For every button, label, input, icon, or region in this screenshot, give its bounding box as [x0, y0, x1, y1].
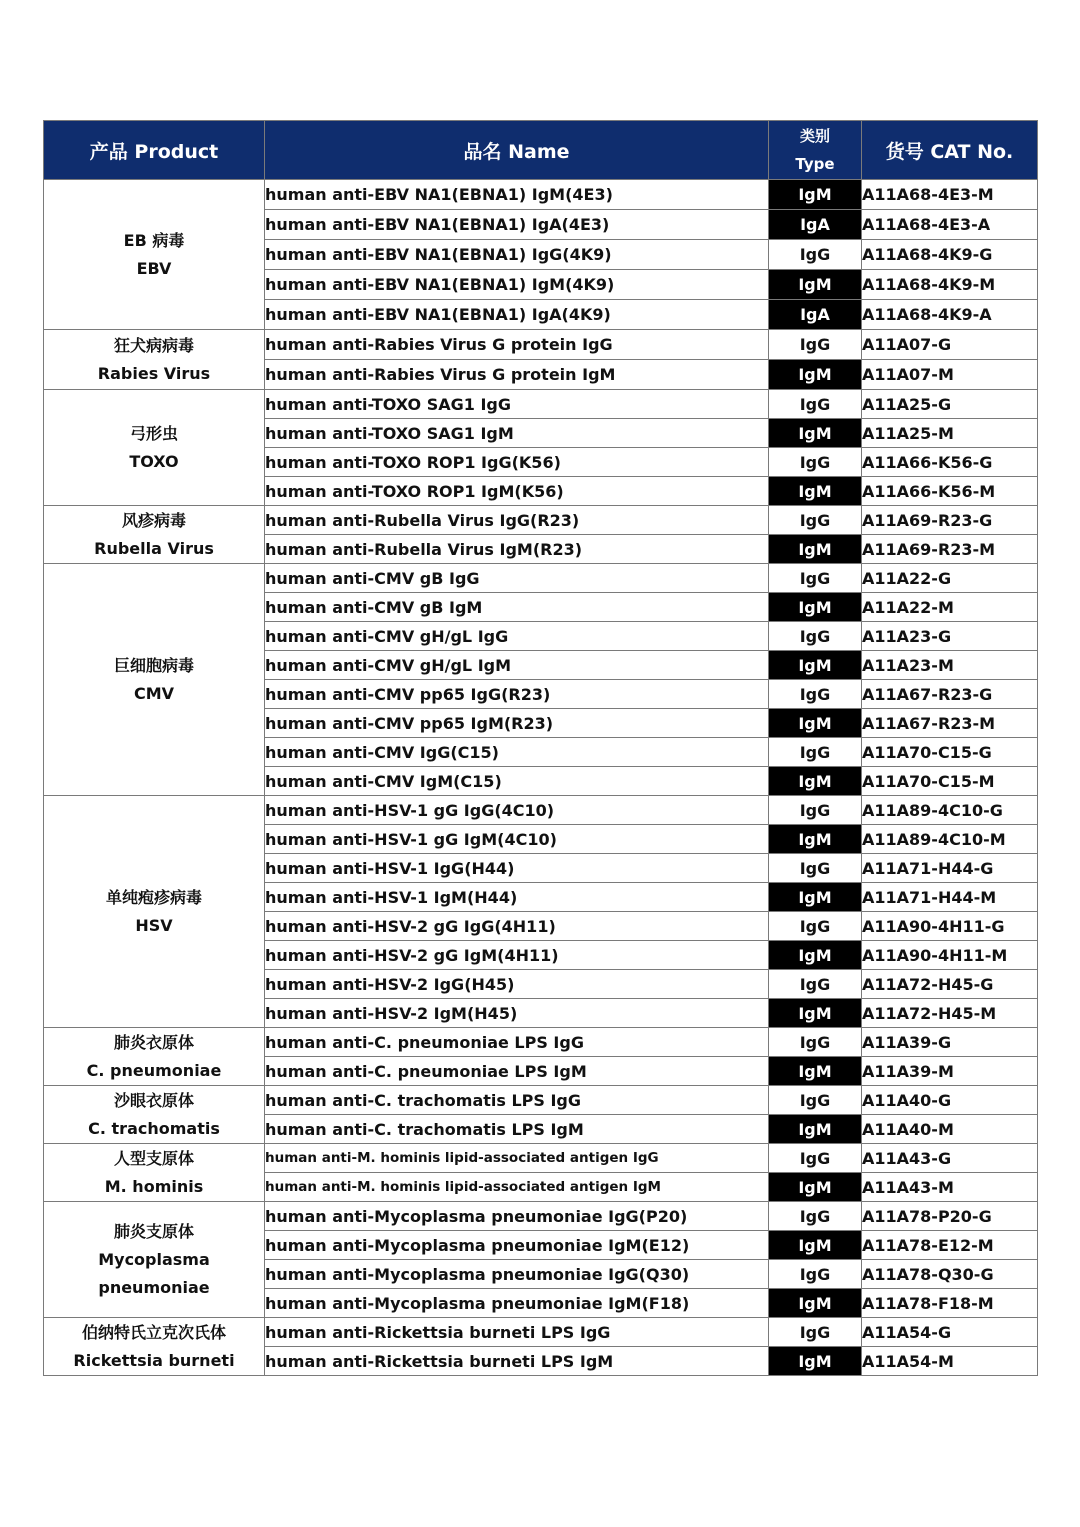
cat-no-cell: A11A67-R23-M [862, 709, 1038, 738]
cat-no-cell: A11A66-K56-G [862, 448, 1038, 477]
cat-no-cell: A11A22-M [862, 593, 1038, 622]
product-name-cell: human anti-Rabies Virus G protein IgG [265, 330, 769, 360]
cat-no-cell: A11A39-G [862, 1028, 1038, 1057]
type-cell: IgM [769, 535, 862, 564]
table-row [44, 1202, 1038, 1231]
product-en: CMV [133, 683, 175, 703]
product-name-cell: human anti-CMV gH/gL IgM [265, 651, 769, 680]
product-name-cell: human anti-EBV NA1(EBNA1) IgG(4K9) [265, 240, 769, 270]
cat-no-cell: A11A90-4H11-M [862, 941, 1038, 970]
cat-no-cell: A11A78-E12-M [862, 1231, 1038, 1260]
type-cell: IgG [769, 1144, 862, 1173]
product-name-cell: human anti-Rickettsia burneti LPS IgG [265, 1318, 769, 1347]
product-name-cell: human anti-TOXO SAG1 IgM [265, 419, 769, 448]
product-name-cell: human anti-C. trachomatis LPS IgM [265, 1115, 769, 1144]
table-body [44, 180, 1038, 1376]
product-name-cell: human anti-Rickettsia burneti LPS IgM [265, 1347, 769, 1376]
type-cell: IgM [769, 1289, 862, 1318]
product-name-cell: human anti-EBV NA1(EBNA1) IgA(4K9) [265, 300, 769, 330]
cat-no-cell: A11A43-M [862, 1173, 1038, 1202]
type-cell: IgG [769, 854, 862, 883]
product-group-cell [44, 1028, 265, 1086]
type-cell: IgG [769, 1202, 862, 1231]
product-name-cell: human anti-Mycoplasma pneumoniae IgG(Q30) [265, 1260, 769, 1289]
product-group-cell [44, 330, 265, 390]
product-name-cell: human anti-HSV-2 IgM(H45) [265, 999, 769, 1028]
product-cn: 沙眼衣原体 [113, 1090, 194, 1110]
cat-no-cell: A11A68-4K9-M [862, 270, 1038, 300]
cat-no-cell: A11A39-M [862, 1057, 1038, 1086]
product-name-cell: human anti-HSV-1 gG IgM(4C10) [265, 825, 769, 854]
cat-no-cell: A11A69-R23-G [862, 506, 1038, 535]
cat-no-cell: A11A69-R23-M [862, 535, 1038, 564]
product-en: EBV [136, 258, 172, 278]
product-table [43, 120, 1038, 1376]
product-name-cell: human anti-CMV pp65 IgM(R23) [265, 709, 769, 738]
product-name-cell: human anti-C. trachomatis LPS IgG [265, 1086, 769, 1115]
type-cell: IgM [769, 180, 862, 210]
cat-no-cell: A11A89-4C10-G [862, 796, 1038, 825]
cat-no-cell: A11A54-G [862, 1318, 1038, 1347]
product-name-cell: human anti-CMV gH/gL IgG [265, 622, 769, 651]
product-name-cell: human anti-C. pneumoniae LPS IgM [265, 1057, 769, 1086]
cat-no-cell: A11A78-Q30-G [862, 1260, 1038, 1289]
cat-no-cell: A11A40-G [862, 1086, 1038, 1115]
product-en: HSV [135, 915, 173, 935]
product-name-cell: human anti-M. hominis lipid-associated antigen IgG [265, 1144, 769, 1173]
type-cell: IgG [769, 680, 862, 709]
product-en: Rickettsia burneti [73, 1350, 235, 1370]
type-cell: IgM [769, 477, 862, 506]
table-row [44, 506, 1038, 535]
product-name-cell: human anti-CMV IgM(C15) [265, 767, 769, 796]
type-cell: IgG [769, 1318, 862, 1347]
product-name-cell: human anti-Rabies Virus G protein IgM [265, 360, 769, 390]
header-type [769, 121, 862, 180]
type-cell: IgG [769, 448, 862, 477]
cat-no-cell: A11A68-4E3-M [862, 180, 1038, 210]
cat-no-cell: A11A67-R23-G [862, 680, 1038, 709]
type-cell: IgG [769, 970, 862, 999]
cat-no-cell: A11A90-4H11-G [862, 912, 1038, 941]
type-cell: IgM [769, 593, 862, 622]
type-cell: IgM [769, 709, 862, 738]
cat-no-cell: A11A72-H45-M [862, 999, 1038, 1028]
product-en: C. trachomatis [88, 1118, 220, 1138]
product-name-cell: human anti-Rubella Virus IgG(R23) [265, 506, 769, 535]
cat-no-cell: A11A23-G [862, 622, 1038, 651]
product-en: TOXO [129, 451, 179, 471]
type-cell: IgG [769, 1260, 862, 1289]
cat-no-cell: A11A78-P20-G [862, 1202, 1038, 1231]
type-cell: IgA [769, 210, 862, 240]
type-cell: IgG [769, 622, 862, 651]
product-group-cell [44, 180, 265, 330]
header-cat: 货号 CAT No. [862, 121, 1038, 180]
header-product: 产品 Product [44, 121, 265, 180]
table-row [44, 564, 1038, 593]
type-cell: IgG [769, 564, 862, 593]
product-name-cell: human anti-EBV NA1(EBNA1) IgM(4E3) [265, 180, 769, 210]
type-cell: IgM [769, 651, 862, 680]
header-type-cn: 类别 [799, 127, 830, 145]
product-name-cell: human anti-CMV gB IgG [265, 564, 769, 593]
table-header-row [44, 121, 1038, 180]
type-cell: IgM [769, 1231, 862, 1260]
product-name-cell: human anti-Mycoplasma pneumoniae IgM(F18) [265, 1289, 769, 1318]
header-name: 品名 Name [265, 121, 769, 180]
product-group-cell [44, 390, 265, 506]
cat-no-cell: A11A07-G [862, 330, 1038, 360]
cat-no-cell: A11A07-M [862, 360, 1038, 390]
type-cell: IgG [769, 912, 862, 941]
table-row [44, 1318, 1038, 1347]
product-name-cell: human anti-Mycoplasma pneumoniae IgG(P20) [265, 1202, 769, 1231]
product-name-cell: human anti-Rubella Virus IgM(R23) [265, 535, 769, 564]
cat-no-cell: A11A68-4K9-G [862, 240, 1038, 270]
table-row [44, 390, 1038, 419]
product-en: Mycoplasma [98, 1249, 210, 1269]
product-name-cell: human anti-HSV-2 gG IgG(4H11) [265, 912, 769, 941]
cat-no-cell: A11A71-H44-G [862, 854, 1038, 883]
table-row [44, 180, 1038, 210]
product-name-cell: human anti-HSV-1 IgG(H44) [265, 854, 769, 883]
product-group-cell [44, 1144, 265, 1202]
table-row [44, 1086, 1038, 1115]
product-group-cell [44, 796, 265, 1028]
cat-no-cell: A11A68-4K9-A [862, 300, 1038, 330]
cat-no-cell: A11A68-4E3-A [862, 210, 1038, 240]
product-cn: 人型支原体 [113, 1148, 194, 1168]
product-group-cell [44, 564, 265, 796]
type-cell: IgM [769, 1057, 862, 1086]
product-en: pneumoniae [98, 1277, 210, 1297]
cat-no-cell: A11A40-M [862, 1115, 1038, 1144]
type-cell: IgG [769, 506, 862, 535]
product-name-cell: human anti-HSV-1 IgM(H44) [265, 883, 769, 912]
product-name-cell: human anti-CMV gB IgM [265, 593, 769, 622]
product-cn: 肺炎衣原体 [113, 1032, 194, 1052]
type-cell: IgG [769, 738, 862, 767]
cat-no-cell: A11A22-G [862, 564, 1038, 593]
product-en: C. pneumoniae [86, 1060, 222, 1080]
product-cn: 弓形虫 [129, 423, 178, 443]
type-cell: IgM [769, 1115, 862, 1144]
type-cell: IgG [769, 330, 862, 360]
cat-no-cell: A11A72-H45-G [862, 970, 1038, 999]
table-row [44, 1144, 1038, 1173]
type-cell: IgM [769, 1173, 862, 1202]
type-cell: IgM [769, 941, 862, 970]
product-name-cell: human anti-HSV-1 gG IgG(4C10) [265, 796, 769, 825]
product-group-cell [44, 1202, 265, 1318]
type-cell: IgM [769, 883, 862, 912]
cat-no-cell: A11A66-K56-M [862, 477, 1038, 506]
cat-no-cell: A11A25-M [862, 419, 1038, 448]
cat-no-cell: A11A70-C15-G [862, 738, 1038, 767]
type-cell: IgG [769, 796, 862, 825]
product-name-cell: human anti-CMV IgG(C15) [265, 738, 769, 767]
product-en: Rabies Virus [97, 363, 211, 383]
type-cell: IgM [769, 419, 862, 448]
product-name-cell: human anti-C. pneumoniae LPS IgG [265, 1028, 769, 1057]
type-cell: IgG [769, 240, 862, 270]
product-cn: 狂犬病病毒 [113, 335, 194, 355]
product-cn: 巨细胞病毒 [113, 655, 194, 675]
cat-no-cell: A11A23-M [862, 651, 1038, 680]
product-cn: 伯纳特氏立克次氏体 [81, 1322, 226, 1342]
cat-no-cell: A11A54-M [862, 1347, 1038, 1376]
product-name-cell: human anti-EBV NA1(EBNA1) IgM(4K9) [265, 270, 769, 300]
product-name-cell: human anti-TOXO ROP1 IgG(K56) [265, 448, 769, 477]
type-cell: IgA [769, 300, 862, 330]
type-cell: IgG [769, 390, 862, 419]
cat-no-cell: A11A71-H44-M [862, 883, 1038, 912]
product-name-cell: human anti-HSV-2 gG IgM(4H11) [265, 941, 769, 970]
table-row [44, 796, 1038, 825]
product-group-cell [44, 1318, 265, 1376]
product-name-cell: human anti-TOXO SAG1 IgG [265, 390, 769, 419]
type-cell: IgM [769, 999, 862, 1028]
product-name-cell: human anti-CMV pp65 IgG(R23) [265, 680, 769, 709]
product-cn: 单纯疱疹病毒 [105, 887, 202, 907]
product-name-cell: human anti-HSV-2 IgG(H45) [265, 970, 769, 999]
type-cell: IgM [769, 1347, 862, 1376]
product-name-cell: human anti-M. hominis lipid-associated antigen IgM [265, 1173, 769, 1202]
product-group-cell [44, 1086, 265, 1144]
cat-no-cell: A11A89-4C10-M [862, 825, 1038, 854]
product-cn: EB 病毒 [123, 230, 185, 250]
product-cn: 风疹病毒 [121, 510, 186, 530]
product-en: M. hominis [104, 1176, 204, 1196]
type-cell: IgG [769, 1086, 862, 1115]
cat-no-cell: A11A70-C15-M [862, 767, 1038, 796]
header-type-en: Type [795, 155, 835, 173]
table-row [44, 330, 1038, 360]
table-row [44, 1028, 1038, 1057]
cat-no-cell: A11A25-G [862, 390, 1038, 419]
product-group-cell [44, 506, 265, 564]
product-cn: 肺炎支原体 [113, 1221, 194, 1241]
product-en: Rubella Virus [94, 538, 214, 558]
product-name-cell: human anti-EBV NA1(EBNA1) IgA(4E3) [265, 210, 769, 240]
type-cell: IgM [769, 360, 862, 390]
type-cell: IgM [769, 767, 862, 796]
type-cell: IgM [769, 825, 862, 854]
cat-no-cell: A11A78-F18-M [862, 1289, 1038, 1318]
cat-no-cell: A11A43-G [862, 1144, 1038, 1173]
product-name-cell: human anti-Mycoplasma pneumoniae IgM(E12) [265, 1231, 769, 1260]
type-cell: IgM [769, 270, 862, 300]
type-cell: IgG [769, 1028, 862, 1057]
product-name-cell: human anti-TOXO ROP1 IgM(K56) [265, 477, 769, 506]
